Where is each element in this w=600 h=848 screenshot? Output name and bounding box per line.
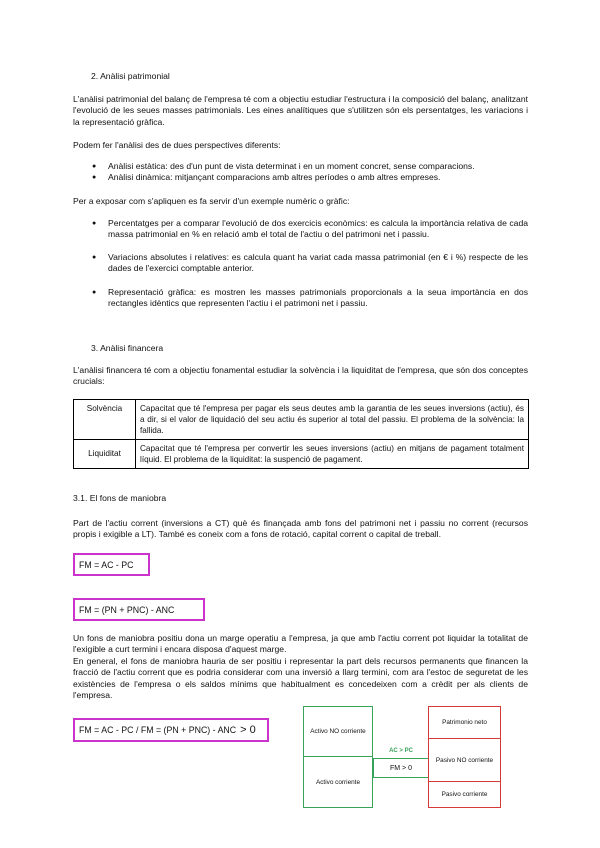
concepts-table [73,399,529,469]
formula-text: FM = AC - PC / FM = (PN + PNC) - ANC [79,725,237,735]
activo-corriente-box [303,756,373,808]
fm-definition: Part de l'actiu corrent (inversions a CT) què és finançada amb fons del patrimoni net i passiu no corrent (recursos propis i exigible a LT). També es coneix com a fons de rotació, capital corrent o capital de treball. [73,518,528,540]
list-item: ● Anàlisi estàtica: des d'un punt de vista determinat i en un moment concret, sense comparacions. [92,161,528,172]
balance-sheet-diagram [303,706,501,808]
example-intro: Per a exposar com s'apliquen es fa servir d'un exemple numèric o gràfic: [73,196,350,206]
list-item: ● Anàlisi dinàmica: mitjançant comparacions amb altres períodes o amb altres empreses. [92,172,528,183]
tools-list-2 [92,252,528,275]
list-item: ● Variacions absolutes i relatives: es calcula quant ha variat cada massa patrimonial (en € i %) respecte de les dades de l'exercici comptable anterior. [92,252,528,275]
table-row [74,440,529,469]
table-term: Solvència [74,400,136,440]
section-2-heading: 2. Anàlisi patrimonial [91,71,170,81]
fm-box [373,758,429,778]
formula-suffix: > 0 [240,724,256,736]
table-definition: Capacitat que té l'empresa per pagar els seus deutes amb la garantia de les seues inversions (actiu), és a dir, si el valor de liquidació del seu actiu és superior al total del passiu. El problema de la solvència: la fallida. [136,400,529,440]
activo-corriente-label: Activo corriente [315,778,361,786]
pasivo-corriente-label: Pasivo corriente [441,791,488,798]
fm-text: FM > 0 [390,764,412,772]
formula-fm-ac-pc [73,553,150,576]
patrimonio-neto-label: Patrimonio neto [442,719,487,726]
table-term: Liquiditat [74,440,136,469]
activo-no-corriente-label: Activo NO corriente [310,728,366,735]
pasivo-no-corriente-label: Pasivo NO corriente [435,756,494,764]
section-3-intro: L'anàlisi financera té com a objectiu fonamental estudiar la solvència i la liquiditat de l'empresa, que són dos conceptes crucials: [73,365,528,387]
formula-fm-pn-pnc-anc [73,598,205,621]
fm-general-explanation: En general, el fons de maniobra hauria de ser positiu i representar la part dels recursos permanents que financen la fracció de l'actiu corrent que es podria considerar com una inversió a llarg termini, com ara l'estoc de seguretat de les existències de l'empresa o els saldos mínims que habitualment es concedeixen com a crèdit per als clients de l'empresa. [73,656,528,701]
section-2-intro: L'anàlisi patrimonial del balanç de l'empresa té com a objectiu estudiar l'estructura i la composició del balanç, analitzant l'evolució de les seues masses patrimonials. Les eines analítiques que s'utilitzen són els persentatges, les variacions i la representació gràfica. [73,94,528,127]
activo-no-corriente-box [303,706,373,757]
pasivo-no-corriente-box [428,738,501,782]
formula-text: FM = AC - PC [79,559,134,570]
list-item: ● Percentatges per a comparar l'evolució de dos exercicis econòmics: es calcula la importància relativa de cada massa patrimonial en % en relació amb el total de l'actiu o del patrimoni net i passiu. [92,218,528,241]
table-row [74,400,529,440]
formula-fm-combined [73,718,269,742]
list-item: ● Representació gràfica: es mostren les masses patrimonials proporcionals a la seua importància en dos rectangles idèntics que representen l'actiu i el patrimoni net i passiu. [92,287,528,310]
section-3-heading: 3. Anàlisi financera [91,343,164,353]
perspectives-list [92,161,528,184]
subsection-3-1-heading: 3.1. El fons de maniobra [73,493,167,503]
perspectives-intro: Podem fer l'anàlisi des de dues perspectives diferents: [73,140,281,150]
patrimonio-neto-box [428,706,501,739]
formula-text: FM = (PN + PNC) - ANC [79,604,175,615]
tools-list-3 [92,287,528,310]
pasivo-corriente-box [428,781,501,808]
table-definition: Capacitat que té l'empresa per convertir les seues inversions (actiu) en mitjans de pagament totalment líquid. El problema de la liquiditat: la suspenció de pagament. [136,440,529,469]
tools-list [92,218,528,241]
ac-pc-label [373,746,429,756]
ac-pc-text: AC > PC [389,748,413,754]
fm-positive-explanation: Un fons de maniobra positiu dona un marge operatiu a l'empresa, ja que amb l'actiu corrent pot liquidar la totalitat de l'exigible a curt termini i encara disposa d'aquest marge. [73,633,528,655]
